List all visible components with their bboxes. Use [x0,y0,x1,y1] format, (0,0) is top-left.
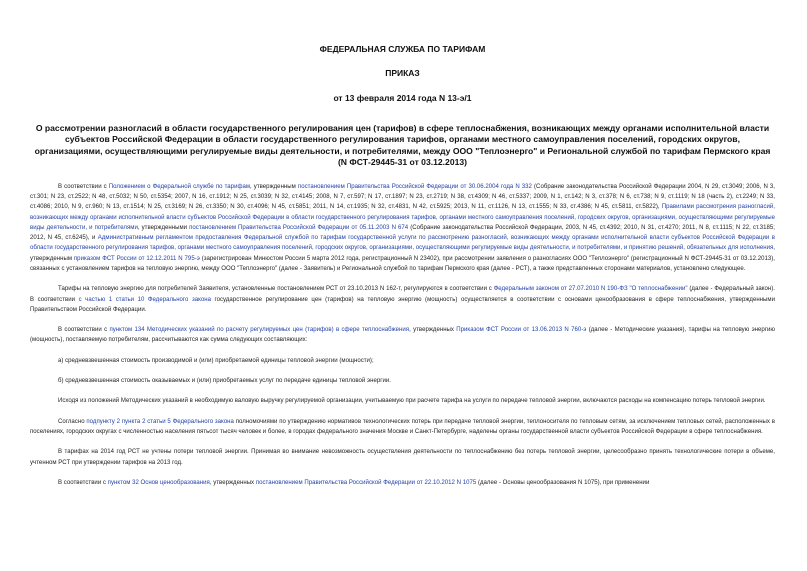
document-title: О рассмотрении разногласий в области государственного регулирования цен (тарифов) в сфере теплоснабжения, возникающих между органами исполнительной власти субъектов Российской Федерации в области государственного регулирования тарифов, органами местного самоуправления поселений, городских округов, организациями, осуществляющими регулируемые виды деятельности, и потребителями, между ООО "Теплоэнерго" и Региональной службой по тарифам Пермского края (N ФСТ-29445-31 от 03.12.2013) [34,123,771,168]
doc-type-heading: ПРИКАЗ [385,68,420,78]
paragraph-text: государственное регулирование цен (тарифов) на тепловую энергию (мощность) осуществляется в соответствии с основами ценообразования в сфере теплоснабжения, утвержденными Правительством Российской Федерации. [30,296,775,313]
paragraph [30,417,775,438]
paragraph-text: полномочиями по утверждению нормативов технологических потерь при передаче тепловой энергии, теплоносителя по тепловым сетям, за исключением тепловых сетей, расположенных в поселениях, городских округах с численностью населения пятьсот тысяч человек и более, в городах федерального значения Москве и Санкт-Петербурге, наделены органы государственной власти субъектов Российской Федерации в сфере теплоснабжения. [30,418,775,435]
reference-link[interactable]: Правилами рассмотрения разногласий, возникающих между органами исполнительной власти субъектов Российской Федерации в области государственного регулирования тарифов, органами местного самоуправления поселений, городских округов, организациями, осуществляющими регулируемые виды деятельности, и потребителями [30,204,775,231]
paragraph [30,356,775,366]
paragraph-text: В тарифах на 2014 год РСТ не учтены потери тепловой энергии. Принимая во внимание невозможность осуществления деятельности по теплоснабжению без потерь тепловой энергии, целесообразно принять технологические потери в объеме, учтенном РСТ при утверждении тарифов на 2013 год. [30,449,775,466]
agency-heading: ФЕДЕРАЛЬНАЯ СЛУЖБА ПО ТАРИФАМ [319,44,486,54]
reference-link[interactable]: Административным регламентом предоставления Федеральной службой по тарифам государственной услуги по рассмотрению разногласий, возникающих между органами исполнительной власти субъектов Российской Федерации в области государственного регулирования тарифов, органами местного самоуправления поселений, городских округов, организациями, осуществляющими регулируемые виды деятельности, и потребителями, и принятию решений, обязательных для исполнения [30,235,775,252]
paragraph-text: б) средневзвешенная стоимость оказываемых и (или) приобретаемых услуг по передаче единицы тепловой энергии. [58,378,391,385]
paragraph [30,284,775,315]
paragraph-text: В соответствии с [58,327,110,334]
reference-link[interactable]: пунктом 32 Основ ценообразования [107,479,210,486]
reference-link[interactable]: постановлением Правительства Российской Федерации от 30.06.2004 года N 332 [297,183,532,190]
reference-link[interactable]: пунктом 134 Методических указаний по расчету регулируемых цен (тарифов) в сфере теплоснабжения [109,327,410,334]
paragraph-text: Тарифы на тепловую энергию для потребителей Заявителя, установленные постановлением РСТ от 23.10.2013 N 162-т, регулируются в соответствии с [58,286,494,293]
paragraph-text: В соответствии с [58,479,108,486]
paragraph-text: Исходя из положений Методических указаний в необходимую валовую выручку регулируемой организации, учитываемую при расчете тарифа на услуги по передаче тепловой энергии, включаются расходы на компенсацию потерь тепловой энергии. [58,398,766,405]
paragraph-text: , утвержденных [209,479,256,486]
document-body [30,182,775,489]
paragraph-text: а) средневзвешенная стоимость производимой и (или) приобретаемой единицы тепловой энергии (мощности); [58,357,374,364]
paragraph [30,396,775,406]
reference-link[interactable]: подпункту 2 пункта 2 статьи 5 Федерального закона [86,418,234,425]
reference-link[interactable]: с частью 1 статьи 10 Федерального закона [78,296,211,303]
paragraph-text: , утвержденных [409,327,457,334]
paragraph-text: (далее - Федеральный закон). В соответствии [30,286,776,303]
reference-link[interactable]: приказом ФСТ России от 12.12.2011 N 795-э [73,255,200,262]
paragraph [30,182,775,275]
paragraph-text: (зарегистрирован Минюстом России 5 марта 2012 года, регистрационный N 23402), при рассмотрении заявления о разногласиях ООО "Теплоэнерго" (регистрационный N ФСТ-29445-31 от 03.12.2013), связанных с установлением тарифов на тепловую энергию, между ООО "Теплоэнерго" (далее - Заявитель) и Региональной службой по тарифам Пермского края (далее - РСТ), а также представленных сторонами материалов, установлено следующее. [30,255,775,272]
reference-link[interactable]: Приказом ФСТ России от 13.06.2013 N 760-э [456,327,587,334]
paragraph-text: (далее - Основы ценообразования N 1075), при применении [476,479,650,486]
paragraph [30,376,775,386]
paragraph [30,478,775,488]
reference-link[interactable]: Федеральным законом от 27.07.2010 N 190-ФЗ "О теплоснабжении" [493,286,688,293]
paragraph [30,325,775,346]
paragraph-text: Согласно [58,418,87,425]
paragraph-text: , утвержденным [30,245,775,262]
paragraph-text: (далее - Методические указания), тарифы на тепловую энергию (мощность), поставляемую потребителям, рассчитываются как сумма следующих составляющих: [30,327,775,344]
reference-link[interactable]: постановлением Правительства Российской Федерации от 22.10.2012 N 1075 [255,479,477,486]
reference-link[interactable]: Положением о Федеральной службе по тарифам [108,183,251,190]
paragraph-text: (Собрание законодательства Российской Федерации, 2003, N 45, ст.4392; 2010, N 31, ст.4270; 2011, N 8, ст.1115; N 22, ст.3185; 2012, N 45, ст.6245), и [30,224,775,242]
date-number-heading: от 13 февраля 2014 года N 13-э/1 [333,93,472,103]
reference-link[interactable]: постановлением Правительства Российской Федерации от 05.11.2003 N 674 [189,224,409,231]
paragraph-text: , утвержденным [250,183,298,190]
paragraph-text: , утвержденными [137,224,190,231]
paragraph-text: В соответствии с [58,183,109,190]
paragraph-text: (Собрание законодательства Российской Федерации 2004, N 29, ст.3049; 2006, N 3, ст.301; N 23, ст.2522; N 48, ст.5032; N 50, ст.5354; 2007, N 16, ст.1912; N 25, ст.3039; N 32, ст.4145; 2008, N 7, ст.597; N 17, ст.1897; N 23, ст.2719; N 38, ст.4309; N 46, ст.5337; 2009, N 1, ст.142; N 3, ст.378; N 6, ст.738; N 9, ст.1119; N 18 (часть 2), ст.2249; N 33, ст.4086; 2010, N 9, ст.960; N 13, ст.1514; N 25, ст.3169; N 26, ст.3350; N 30, ст.4096; N 45, ст.5851; 2011, N 14, ст.1935; N 32, ст.4831, N 42, ст.5925; 2013, N 11, ст.1126, N 13, ст.1555; N 33, ст.4386; N 45, ст.5811, ст.5822), [30,183,775,211]
paragraph [30,447,775,468]
